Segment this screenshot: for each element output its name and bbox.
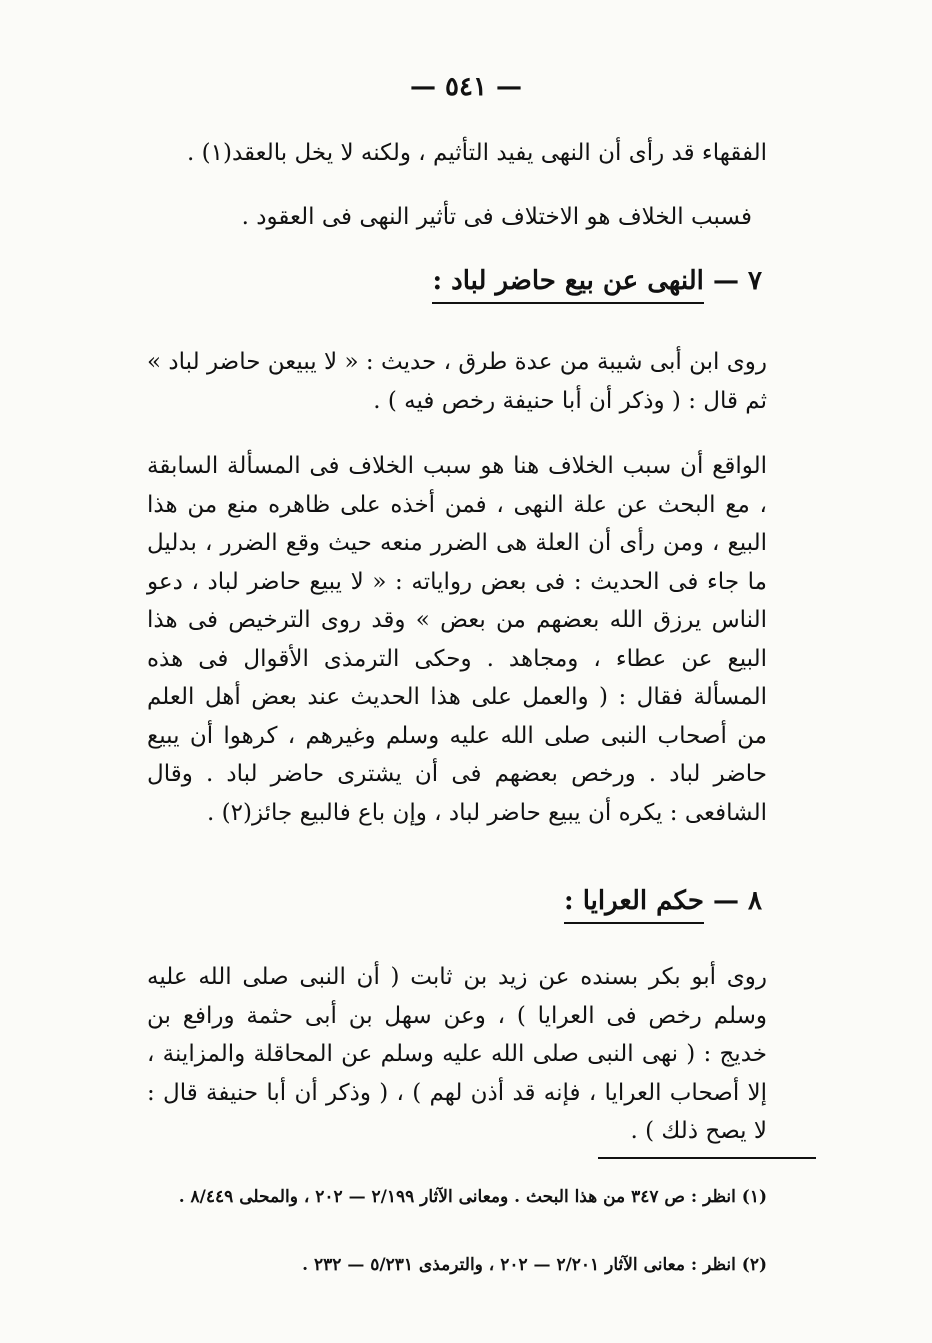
paragraph-discussion: الواقع أن سبب الخلاف هنا هو سبب الخلاف فى المسألة السابقة ، مع البحث عن علة النهى ، فمن أخذه على ظاهره منع من هذا البيع ، ومن رأى أن العلة هى الضرر منعه حيث وقع الضرر ، بدليل ما جاء فى الحديث : فى بعض رواياته : « لا يبيع حاضر لباد ، دعو الناس يرزق الله بعضهم من بعض » وقد روى الترخيص فى هذا البيع عن عطاء ، ومجاهد . وحكى الترمذى الأقوال فى هذه المسألة فقال : ( والعمل على هذا الحديث عند بعض أهل العلم من أصحاب النبى صلى الله عليه وسلم وغيرهم ، كرهوا أن يبيع حاضر لباد . ورخص بعضهم فى أن يشترى حاضر لباد . وقال الشافعى : يكره أن يبيع حاضر لباد ، وإن باع فالبيع جائز(٢) . (147, 453, 767, 826)
page-number: — ٥٤١ — (409, 72, 523, 102)
paragraph-hadith-bay: روى ابن أبى شيبة من عدة طرق ، حديث : « لا يبيعن حاضر لباد » ثم قال : ( وذكر أن أبا حنيفة رخص فيه ) . (147, 349, 767, 414)
section-title-8: حكم العرايا : (564, 886, 704, 924)
footnote-1: (١) انظر : ص ٣٤٧ من هذا البحث . ومعانى الآثار ٢/١٩٩ — ٢٠٢ ، والمحلى ٨/٤٤٩ . (178, 1187, 767, 1207)
paragraph-continuation: الفقهاء قد رأى أن النهى يفيد التأثيم ، ولكنه لا يخل بالعقد(١) . (187, 140, 767, 166)
section-number-7: ٧ — (712, 266, 762, 296)
paragraph-araya: روى أبو بكر بسنده عن زيد بن ثابت ( أن النبى صلى الله عليه وسلم رخص فى العرايا ) ، وعن سهل بن أبى حثمة ورافع بن خديج : ( نهى النبى صلى الله عليه وسلم عن المحاقلة والمزاينة ، إلا أصحاب العرايا ، فإنه قد أذن لهم ) ، ( وذكر أن أبا حنيفة قال : لا يصح ذلك ) . (147, 964, 767, 1144)
section-number-8: ٨ — (712, 886, 762, 916)
paragraph-conclusion: فسبب الخلاف هو الاختلاف فى تأثير النهى فى العقود . (241, 204, 752, 230)
footnote-2: (٢) انظر : معانى الآثار ٢/٢٠١ — ٢٠٢ ، والترمذى ٥/٢٣١ — ٢٣٢ . (302, 1255, 767, 1275)
section-title-7: النهى عن بيع حاضر لباد : (432, 266, 703, 304)
footnote-separator (598, 1157, 816, 1159)
section-heading-8 (564, 886, 762, 916)
section-heading-7 (432, 266, 762, 296)
